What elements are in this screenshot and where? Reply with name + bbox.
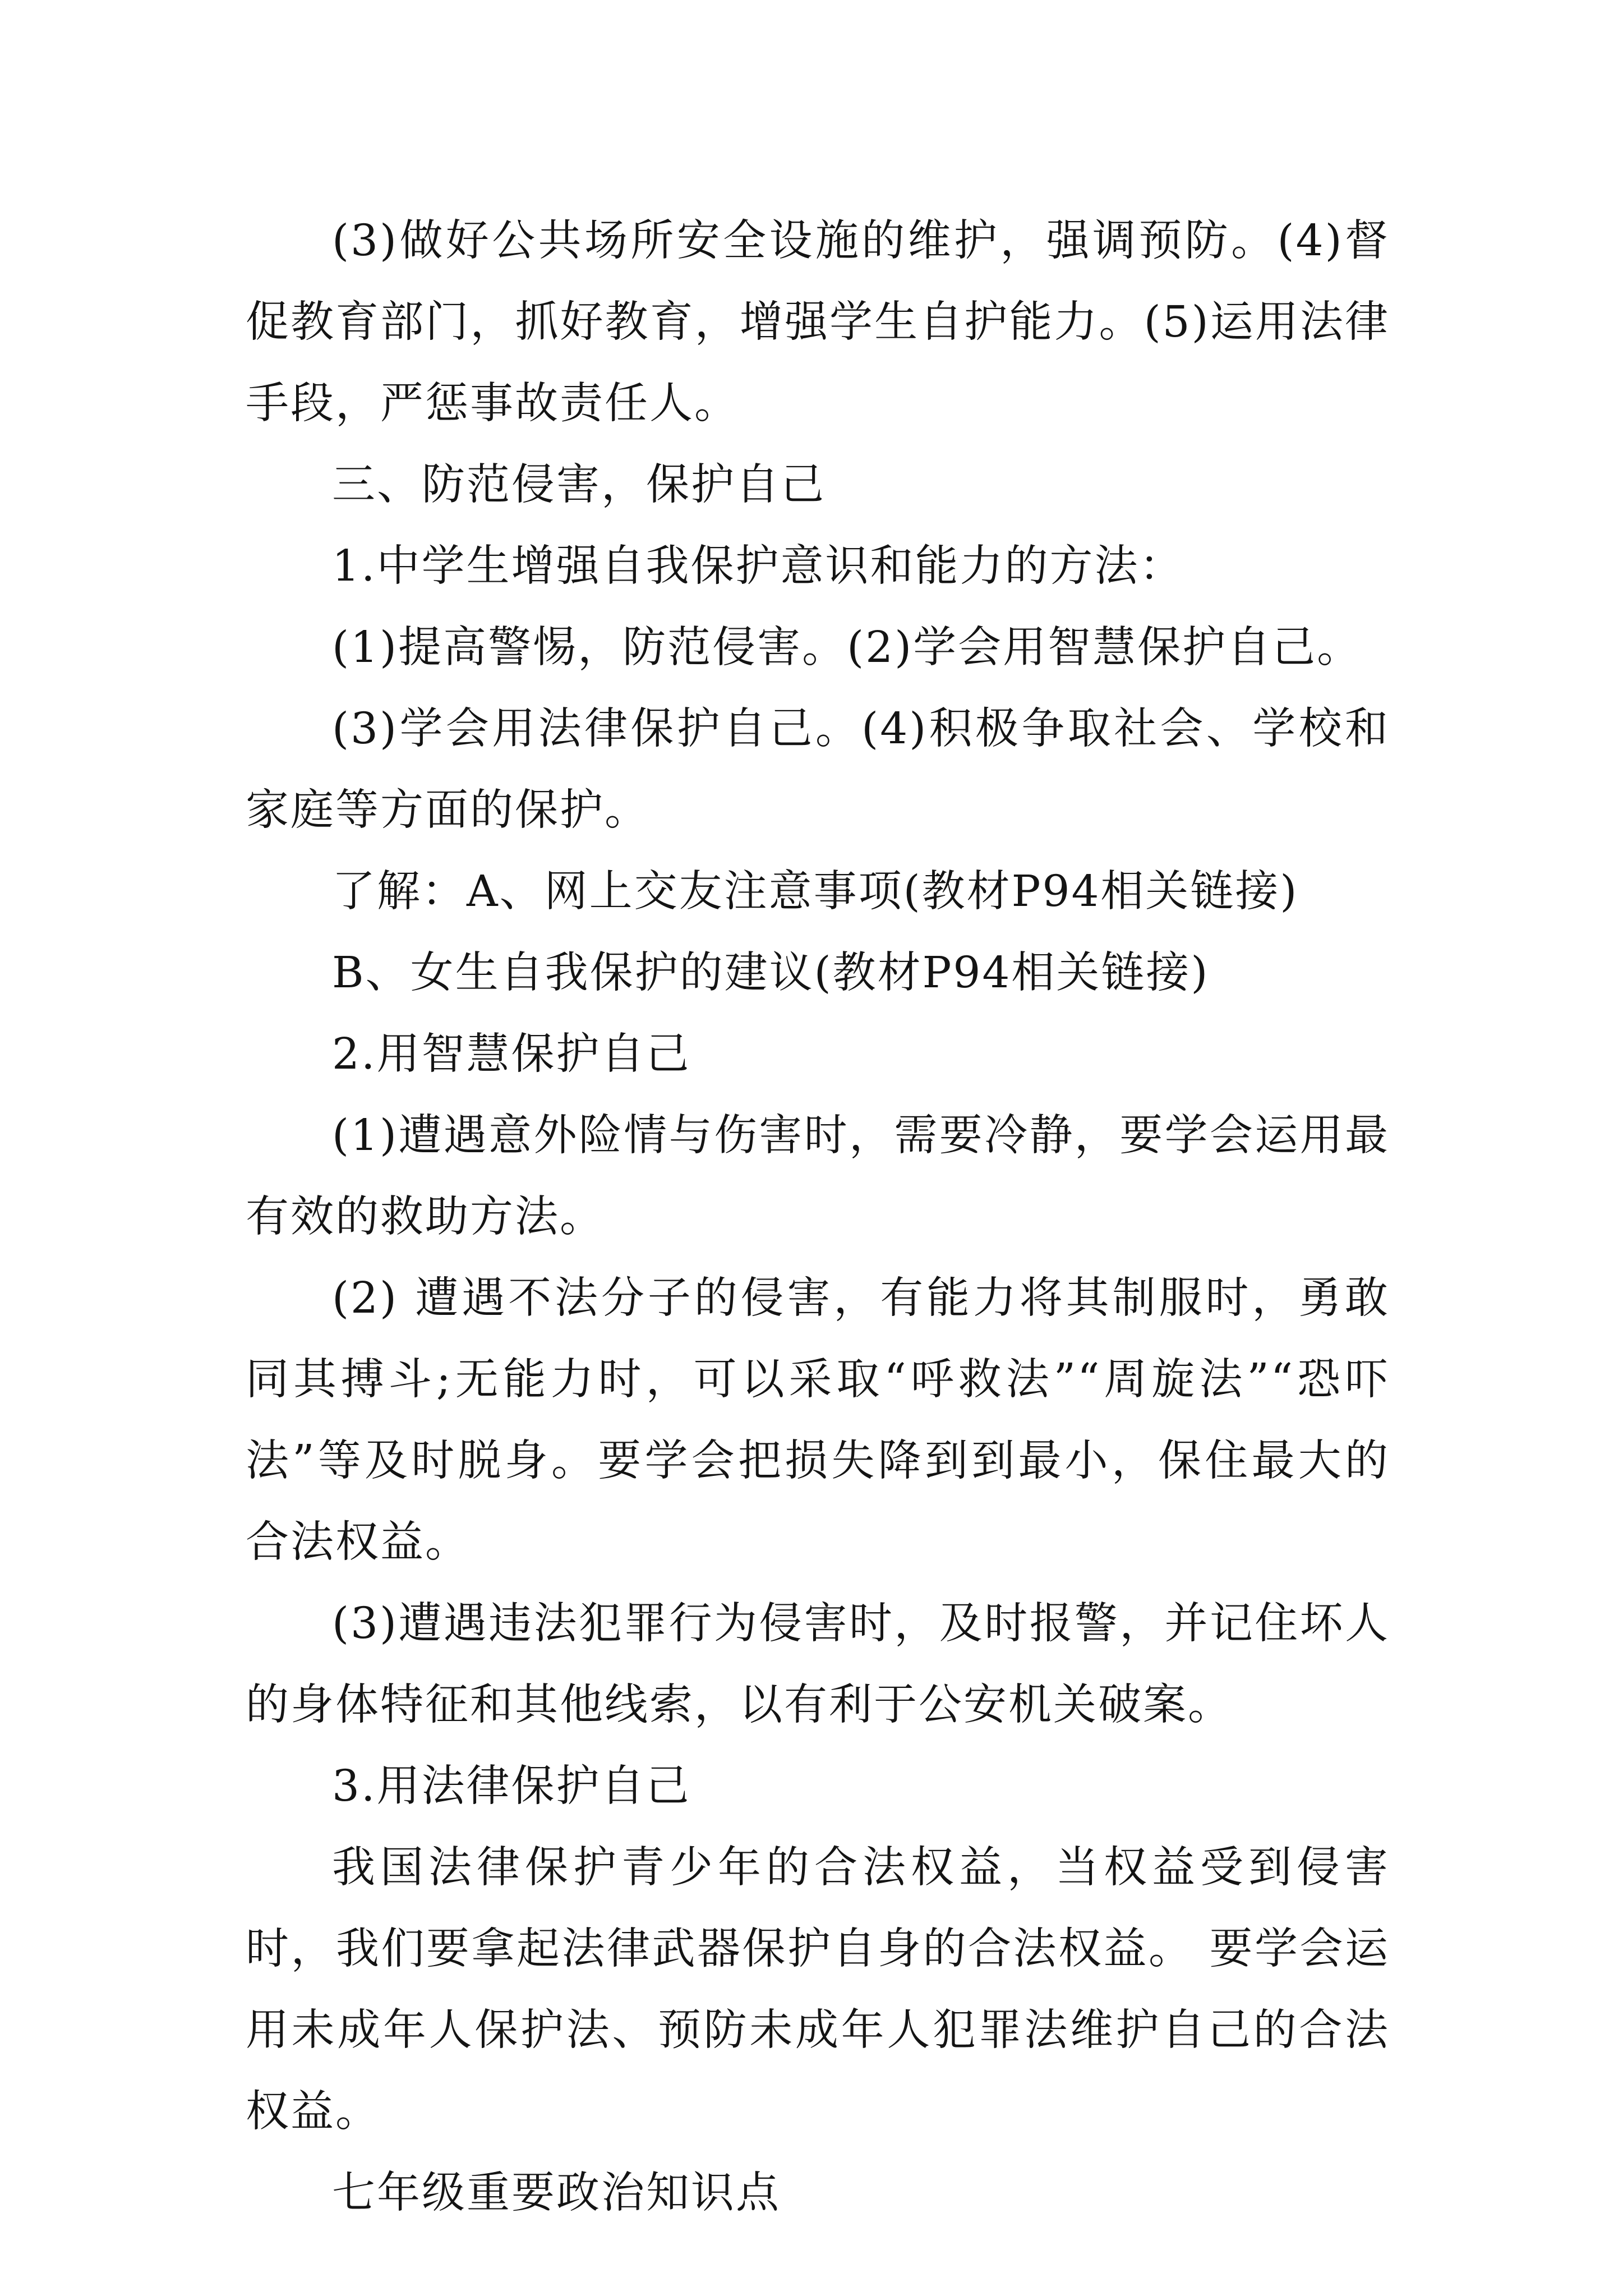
paragraph-public-safety-measures: (3)做好公共场所安全设施的维护，强调预防。(4)督促教育部门，抓好教育，增强学生自护能力。(5)运用法律手段，严惩事故责任人。 [246, 216, 1390, 429]
paragraph-note-online-friends: 了解：A、网上交友注意事项(教材P94相关链接) [332, 867, 1299, 917]
paragraph-report-police: (3)遭遇违法犯罪行为侵害时，及时报警，并记住坏人的身体特征和其他线索，以有利于公安机关破案。 [246, 1599, 1390, 1730]
paragraph-accident-response: (1)遭遇意外险情与伤害时，需要冷静，要学会运用最有效的救助方法。 [246, 1111, 1390, 1242]
paragraph-grade7-knowledge-title: 七年级重要政治知识点 [332, 2168, 781, 2218]
subheading-use-law: 3.用法律保护自己 [332, 1761, 691, 1811]
paragraph-methods-1-2: (1)提高警惕，防范侵害。(2)学会用智慧保护自己。 [332, 623, 1362, 673]
paragraph-legal-rights: 我国法律保护青少年的合法权益，当权益受到侵害时，我们要拿起法律武器保护自身的合法权益。 要学会运用未成年人保护法、预防未成年人犯罪法维护自己的合法权益。 [246, 1843, 1390, 2137]
paragraph-methods-3-4: (3)学会用法律保护自己。(4)积极争取社会、学校和家庭等方面的保护。 [246, 704, 1390, 835]
section-heading-prevent-harm: 三、防范侵害，保护自己 [332, 460, 826, 510]
document-body [246, 200, 1390, 2234]
paragraph-criminal-encounter: (2) 遭遇不法分子的侵害，有能力将其制服时，勇敢同其搏斗;无能力时，可以采取“呼救法”“周旋法”“恐吓法”等及时脱身。要学会把损失降到到最小，保住最大的合法权益。 [246, 1273, 1390, 1567]
subheading-use-wisdom: 2.用智慧保护自己 [332, 1029, 691, 1079]
paragraph-note-girls-protection: B、女生自我保护的建议(教材P94相关链接) [332, 948, 1210, 998]
subheading-self-protection-methods: 1.中学生增强自我保护意识和能力的方法： [332, 541, 1184, 591]
